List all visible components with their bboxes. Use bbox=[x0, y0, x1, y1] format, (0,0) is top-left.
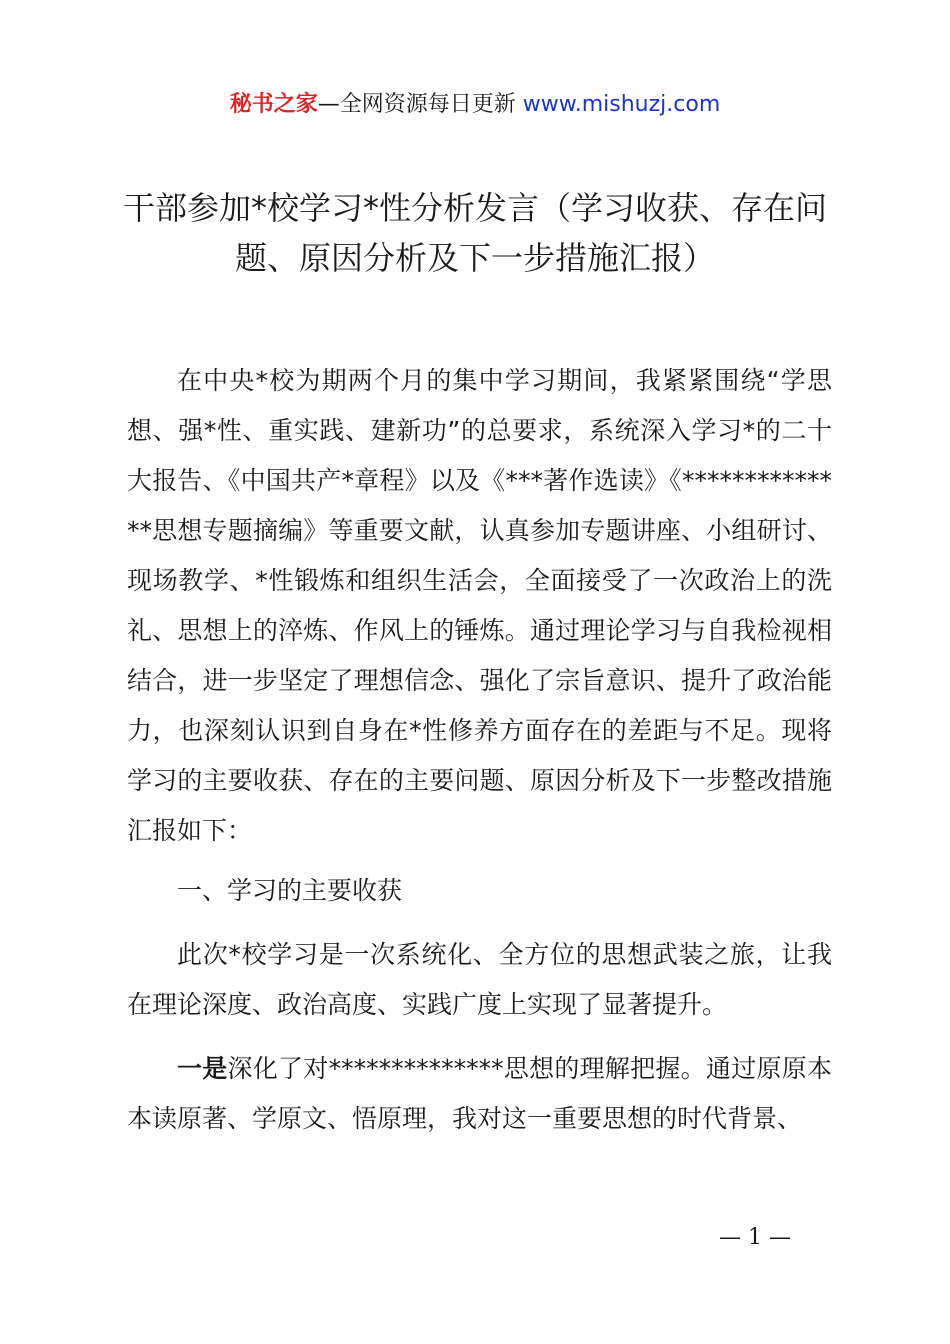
site-tagline: —全网资源每日更新 bbox=[317, 92, 523, 117]
site-url-link[interactable]: www.mishuzj.com bbox=[522, 92, 721, 117]
intro-paragraph: 在中央*校为期两个月的集中学习期间，我紧紧围绕“学思想、强*性、重实践、建新功”的总要求，系统深入学习*的二十大报告、《中国共产*章程》以及《***著作选读》《**************思想专题摘编》等重要文献，认真参加专题讲座、小组研讨、现场教学、*性锻炼和组织生活会，全面接受了一次政治上的洗礼、思想上的淬炼、作风上的锤炼。通过理论学习与自我检视相结合，进一步坚定了理想信念、强化了宗旨意识、提升了政治能力，也深刻认识到自身在*性修养方面存在的差距与不足。现将学习的主要收获、存在的主要问题、原因分析及下一步整改措施汇报如下： bbox=[127, 366, 832, 845]
section-summary-paragraph: 此次*校学习是一次系统化、全方位的思想武装之旅，让我在理论深度、政治高度、实践广度上实现了显著提升。 bbox=[127, 940, 832, 1019]
site-header bbox=[0, 88, 950, 122]
point-one-paragraph bbox=[127, 1044, 832, 1144]
page-number: — 1 — bbox=[719, 1225, 791, 1250]
point-one-lead: 一是 bbox=[177, 1054, 228, 1083]
brand-name: 秘书之家 bbox=[229, 92, 318, 117]
document-body bbox=[127, 356, 832, 1144]
section-heading: 一、学习的主要收获 bbox=[177, 876, 403, 905]
document-title: 干部参加*校学习*性分析发言（学习收获、存在问题、原因分析及下一步措施汇报） bbox=[122, 189, 827, 277]
point-one-text: 深化了对**************思想的理解把握。通过原原本本读原著、学原文、悟原理，我对这一重要思想的时代背景、 bbox=[127, 1054, 832, 1133]
